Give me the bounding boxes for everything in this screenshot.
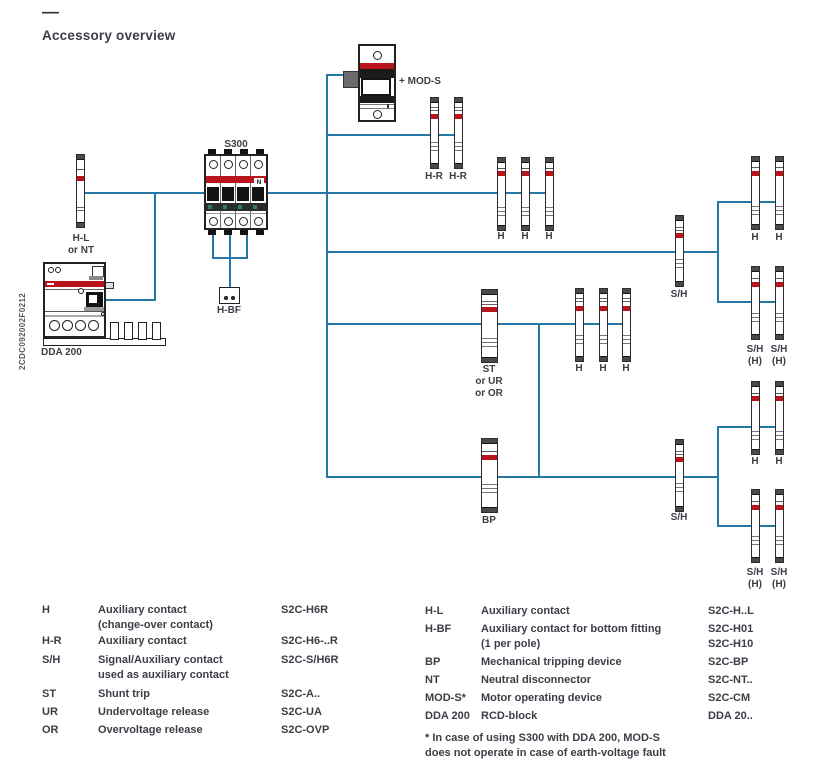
- module-red-band: [752, 505, 759, 510]
- case-line: [45, 311, 104, 312]
- wiring-line: [246, 233, 248, 259]
- accessory-module: [481, 289, 498, 363]
- top-terminal: [256, 149, 264, 154]
- terminal-screw: [254, 160, 263, 169]
- module-red-band: [482, 455, 497, 460]
- accessory-module: [751, 156, 760, 230]
- module-detail-lines: [776, 313, 783, 322]
- module-detail-lines: [752, 313, 759, 322]
- module-red-band: [600, 306, 607, 311]
- legend-row: H-L Auxiliary contact S2C-H..L: [425, 605, 754, 617]
- indicator-hole: [48, 267, 54, 273]
- breaker-handle: [252, 187, 264, 201]
- title-dash: —: [42, 2, 59, 21]
- module-detail-lines: [676, 483, 683, 492]
- legend-row: S/H Signal/Auxiliary contact used as auxiliary contact S2C-S/H6R: [42, 654, 339, 681]
- module-detail-lines: [752, 393, 759, 394]
- module-detail-lines: [522, 207, 529, 216]
- module-detail-lines: [776, 501, 783, 502]
- hbf-device: [219, 287, 240, 304]
- accessory-module: [775, 381, 784, 455]
- wiring-line: [154, 192, 156, 301]
- mounting-hole: [373, 110, 382, 119]
- module-detail-lines: [752, 431, 759, 440]
- label-st-ur-or: ST or UR or OR: [475, 364, 503, 399]
- label-sh: S/H: [670, 289, 688, 300]
- label-h: H: [775, 232, 783, 243]
- label-sh-h: S/H (H): [746, 344, 764, 367]
- terminal-screw: [209, 160, 218, 169]
- label-sh-h: S/H (H): [770, 567, 788, 590]
- terminal-screw: [239, 217, 248, 226]
- accessory-module: [775, 156, 784, 230]
- wiring-line: [717, 201, 719, 303]
- wiring-line: [229, 233, 231, 290]
- label-s300: S300: [224, 139, 248, 150]
- module-detail-lines: [482, 301, 497, 306]
- wiring-line: [326, 134, 460, 136]
- module-detail-lines: [498, 207, 505, 216]
- label-h: H: [575, 363, 583, 374]
- module-detail-lines: [752, 278, 759, 279]
- accessory-module: [599, 288, 608, 362]
- vent-band: [360, 96, 394, 103]
- module-red-band: [498, 171, 505, 176]
- wiring-line: [538, 323, 540, 478]
- module-red-band: [431, 114, 438, 119]
- module-detail-lines: [776, 536, 783, 545]
- status-window: [208, 205, 212, 209]
- module-detail-lines: [752, 536, 759, 545]
- pole-divider: [235, 156, 236, 228]
- status-window: [238, 205, 242, 209]
- module-detail-lines: [546, 207, 553, 216]
- busbar-tooth: [110, 322, 119, 340]
- mods-device: [358, 44, 396, 122]
- module-detail-lines: [431, 142, 438, 151]
- page-title: Accessory overview: [42, 28, 176, 43]
- latch-bar: [206, 203, 266, 211]
- case-step: [89, 276, 103, 280]
- module-detail-lines: [752, 206, 759, 215]
- legend-row: H-R Auxiliary contact S2C-H6-..R: [42, 635, 338, 647]
- label-h: H: [599, 363, 607, 374]
- terminal-screw: [224, 217, 233, 226]
- breaker-handle: [222, 187, 234, 201]
- accessory-module: [751, 489, 760, 563]
- module-red-band: [776, 171, 783, 176]
- terminal-screw: [224, 160, 233, 169]
- module-detail-lines: [752, 501, 759, 502]
- accessory-module: [751, 381, 760, 455]
- case-line: [206, 213, 266, 214]
- document-number: 2CDC092002F0212: [18, 292, 27, 370]
- module-detail-lines: [522, 168, 529, 169]
- legend-row: ST Shunt trip S2C-A..: [42, 688, 321, 700]
- accessory-module: [545, 157, 554, 231]
- status-window: [253, 205, 257, 209]
- label-h: H: [775, 456, 783, 467]
- label-h: H: [622, 363, 630, 374]
- neutral-pole-label: N: [254, 178, 264, 187]
- module-detail-lines: [600, 298, 607, 303]
- label-h: H: [545, 231, 553, 242]
- module-detail-lines: [455, 142, 462, 151]
- module-detail-lines: [482, 338, 497, 347]
- legend-row: H Auxiliary contact (change-over contact) S2C-H6R: [42, 604, 329, 631]
- label-hr: H-R: [449, 171, 467, 182]
- accessory-module: [521, 157, 530, 231]
- wiring-line: [717, 201, 781, 203]
- module-red-band: [623, 306, 630, 311]
- dda200-device: [43, 262, 106, 338]
- module-red-band: [752, 282, 759, 287]
- wiring-line: [326, 74, 328, 478]
- breaker-handle: [207, 187, 219, 201]
- wiring-line: [717, 426, 719, 527]
- label-sh-h: S/H (H): [746, 567, 764, 590]
- module-detail-lines: [77, 169, 84, 170]
- vent-band: [360, 69, 394, 78]
- label-bp: BP: [482, 515, 496, 526]
- legend-row: DDA 200 RCD-block DDA 20..: [425, 710, 753, 722]
- busbar-tooth: [124, 322, 133, 340]
- label-sh-h: S/H (H): [770, 344, 788, 367]
- module-red-band: [522, 171, 529, 176]
- label-h: H: [521, 231, 529, 242]
- module-red-band: [676, 233, 683, 238]
- bottom-terminal: [224, 230, 232, 235]
- module-detail-lines: [676, 451, 683, 456]
- label-h: H: [751, 456, 759, 467]
- module-detail-lines: [776, 431, 783, 440]
- accessory-module: [775, 489, 784, 563]
- module-detail-lines: [431, 107, 438, 112]
- module-detail-lines: [676, 259, 683, 268]
- module-detail-lines: [498, 168, 505, 169]
- terminal-screw: [254, 217, 263, 226]
- module-detail-lines: [546, 168, 553, 169]
- contact-dot: [231, 296, 235, 300]
- status-window: [223, 205, 227, 209]
- case-line: [45, 315, 104, 317]
- module-red-band: [776, 505, 783, 510]
- terminal-hole: [49, 320, 60, 331]
- bottom-terminal: [256, 230, 264, 235]
- module-red-band: [676, 457, 683, 462]
- module-detail-lines: [600, 335, 607, 344]
- legend-row: H-BF Auxiliary contact for bottom fitting (1 per pole) S2C-H01 S2C-H10: [425, 623, 754, 650]
- label-hl: H-L or NT: [67, 233, 95, 256]
- wiring-line: [106, 299, 154, 301]
- label-mods: + MOD-S: [399, 76, 441, 87]
- top-terminal: [208, 149, 216, 154]
- wiring-line: [717, 525, 781, 527]
- bottom-terminal: [240, 230, 248, 235]
- accessory-module: [481, 438, 498, 513]
- brand-mark: [47, 283, 54, 285]
- seal-mark: [78, 288, 84, 294]
- label-h: H: [497, 231, 505, 242]
- module-detail-lines: [77, 207, 84, 212]
- legend-row: BP Mechanical tripping device S2C-BP: [425, 656, 749, 668]
- rcd-toggle-face: [89, 295, 97, 303]
- small-terminal: [101, 312, 105, 316]
- module-detail-lines: [623, 335, 630, 344]
- accessory-module: [775, 266, 784, 340]
- module-red-band: [752, 171, 759, 176]
- pole-divider: [220, 156, 221, 228]
- module-detail-lines: [776, 167, 783, 168]
- module-red-band: [776, 396, 783, 401]
- terminal-screw: [239, 160, 248, 169]
- busbar-base: [43, 338, 166, 346]
- accessory-module: [622, 288, 631, 362]
- terminal-hole: [75, 320, 86, 331]
- wiring-line: [326, 476, 717, 478]
- module-detail-lines: [576, 298, 583, 303]
- accessory-module: [675, 215, 684, 287]
- module-detail-lines: [482, 484, 497, 493]
- display-window: [361, 78, 391, 96]
- wiring-line: [326, 251, 717, 253]
- case-line: [360, 108, 394, 109]
- contact-dot: [224, 296, 228, 300]
- module-red-band: [576, 306, 583, 311]
- module-detail-lines: [482, 451, 497, 452]
- wiring-line: [212, 233, 214, 259]
- s300-breaker: [204, 154, 268, 230]
- mounting-hole: [373, 51, 382, 60]
- legend-row: MOD-S* Motor operating device S2C-CM: [425, 692, 751, 704]
- bottom-terminal: [208, 230, 216, 235]
- accessory-module: [76, 154, 85, 228]
- legend-row: UR Undervoltage release S2C-UA: [42, 706, 322, 718]
- module-detail-lines: [455, 107, 462, 112]
- label-h: H: [751, 232, 759, 243]
- indicator-hole: [55, 267, 61, 273]
- module-red-band: [546, 171, 553, 176]
- wiring-line: [717, 301, 781, 303]
- legend-row: OR Overvoltage release S2C-OVP: [42, 724, 330, 736]
- footnote: * In case of using S300 with DDA 200, MOD-S does not operate in case of earth-voltage fault: [425, 732, 666, 759]
- accessory-module: [497, 157, 506, 231]
- wiring-line: [717, 426, 781, 428]
- module-detail-lines: [776, 393, 783, 394]
- accessory-module: [454, 97, 463, 169]
- terminal-hole: [62, 320, 73, 331]
- terminal-screw: [209, 217, 218, 226]
- busbar-tooth: [152, 322, 161, 340]
- busbar-tooth: [138, 322, 147, 340]
- module-red-band: [776, 282, 783, 287]
- module-detail-lines: [676, 227, 683, 232]
- module-red-band: [77, 176, 84, 181]
- accessory-module: [430, 97, 439, 169]
- accessory-module: [751, 266, 760, 340]
- label-dda200: DDA 200: [41, 347, 82, 358]
- module-red-band: [752, 396, 759, 401]
- accessory-module: [675, 439, 684, 512]
- module-red-band: [482, 307, 497, 312]
- module-detail-lines: [776, 278, 783, 279]
- pole-divider: [250, 156, 251, 228]
- label-sh: S/H: [670, 512, 688, 523]
- module-detail-lines: [623, 298, 630, 303]
- label-hr: H-R: [425, 171, 443, 182]
- module-detail-lines: [776, 206, 783, 215]
- label-hbf: H-BF: [217, 305, 241, 316]
- breaker-handle: [237, 187, 249, 201]
- legend-row: NT Neutral disconnector S2C-NT..: [425, 674, 753, 686]
- module-detail-lines: [576, 335, 583, 344]
- module-red-band: [455, 114, 462, 119]
- accessory-module: [575, 288, 584, 362]
- case-line: [45, 289, 104, 290]
- terminal-hole: [88, 320, 99, 331]
- module-detail-lines: [752, 167, 759, 168]
